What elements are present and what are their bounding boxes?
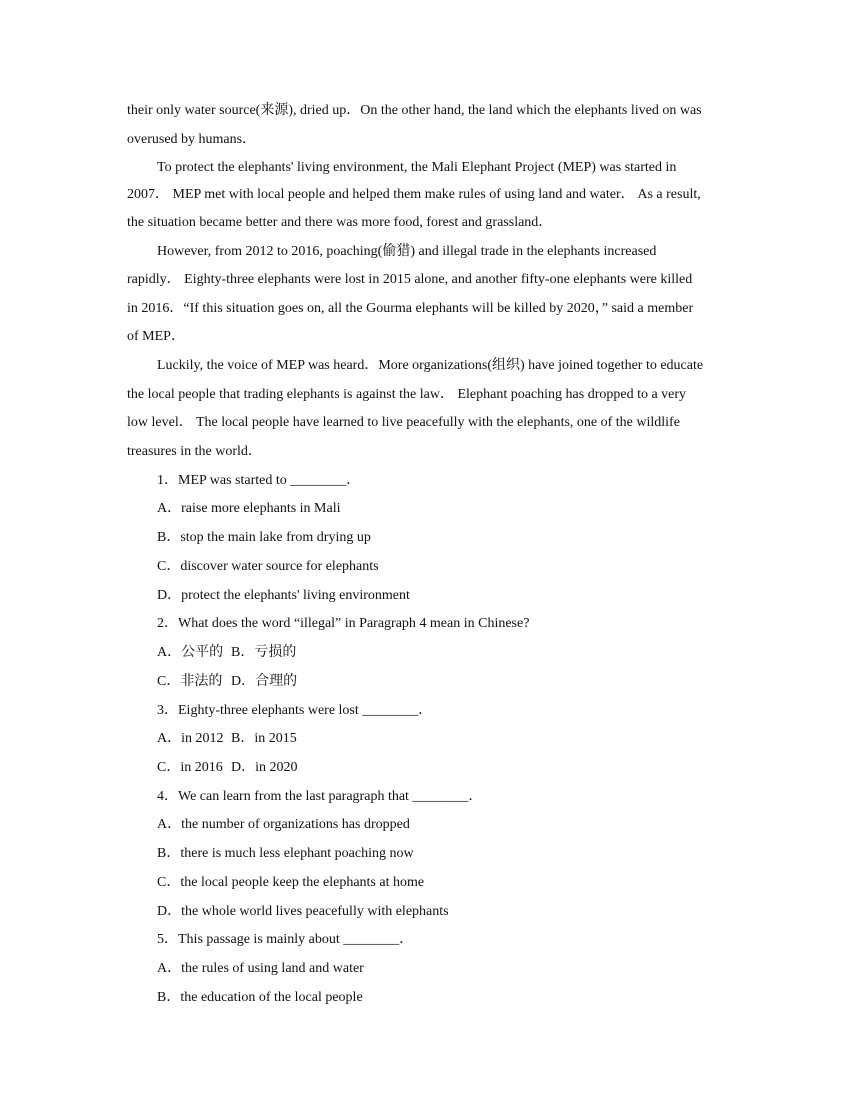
answer-option: A．raise more elephants in Mali (157, 501, 341, 516)
answer-option: B．in 2015 (231, 731, 297, 746)
passage-line: the local people that trading elephants is against the law． Elephant poaching has dropped to a very (127, 387, 687, 402)
answer-option: A．the number of organizations has dropped (157, 817, 410, 832)
answer-option: B．there is much less elephant poaching now (157, 846, 414, 861)
answer-option: C．非法的 (157, 674, 223, 689)
answer-option-row (157, 643, 777, 663)
passage-line: To protect the elephants' living environment, the Mali Elephant Project (MEP) was started in (157, 160, 677, 175)
answer-option-row (157, 729, 777, 749)
passage-line: low level． The local people have learned to live peacefully with the elephants, one of the wildlife (127, 415, 680, 430)
passage-line: Luckily, the voice of MEP was heard．More organizations(组织) have joined together to educate (157, 358, 704, 373)
answer-option: B．the education of the local people (157, 990, 363, 1005)
passage-line: 2007． MEP met with local people and helped them make rules of using land and water． As a result, (127, 187, 701, 202)
passage-line: in 2016．“If this situation goes on, all the Gourma elephants will be killed by 2020，” said a member (127, 301, 694, 316)
passage-line: rapidly． Eighty-three elephants were lost in 2015 alone, and another fifty-one elephants were killed (127, 272, 693, 287)
answer-option: A．公平的 (157, 645, 224, 660)
passage-line: the situation became better and there was more food, forest and grassland． (127, 215, 553, 230)
passage-line: overused by humans． (127, 132, 257, 147)
answer-option: D．in 2020 (231, 760, 298, 775)
question-stem: 4．We can learn from the last paragraph that ________． (157, 789, 483, 804)
answer-option-row (157, 758, 777, 778)
question-stem: 1．MEP was started to ________． (157, 473, 361, 488)
passage-line: treasures in the world． (127, 444, 262, 459)
answer-option: D．protect the elephants' living environment (157, 588, 410, 603)
answer-option: B．亏损的 (231, 645, 297, 660)
passage-line: of MEP． (127, 329, 185, 344)
passage-line: their only water source(来源), dried up．On the other hand, the land which the elephants lived on was (127, 103, 702, 118)
answer-option: C．in 2016 (157, 760, 223, 775)
answer-option: B．stop the main lake from drying up (157, 530, 371, 545)
question-stem: 5．This passage is mainly about ________． (157, 932, 414, 947)
answer-option: A．the rules of using land and water (157, 961, 364, 976)
answer-option: A．in 2012 (157, 731, 224, 746)
question-stem: 2．What does the word “illegal” in Paragraph 4 mean in Chinese? (157, 616, 530, 631)
question-stem: 3．Eighty-three elephants were lost ________． (157, 703, 433, 718)
passage-line: However, from 2012 to 2016, poaching(偷猎) and illegal trade in the elephants increased (157, 244, 657, 259)
answer-option: D．the whole world lives peacefully with elephants (157, 904, 449, 919)
answer-option: C．the local people keep the elephants at home (157, 875, 425, 890)
answer-option-row (157, 672, 777, 692)
answer-option: D．合理的 (231, 674, 298, 689)
answer-option: C．discover water source for elephants (157, 559, 379, 574)
